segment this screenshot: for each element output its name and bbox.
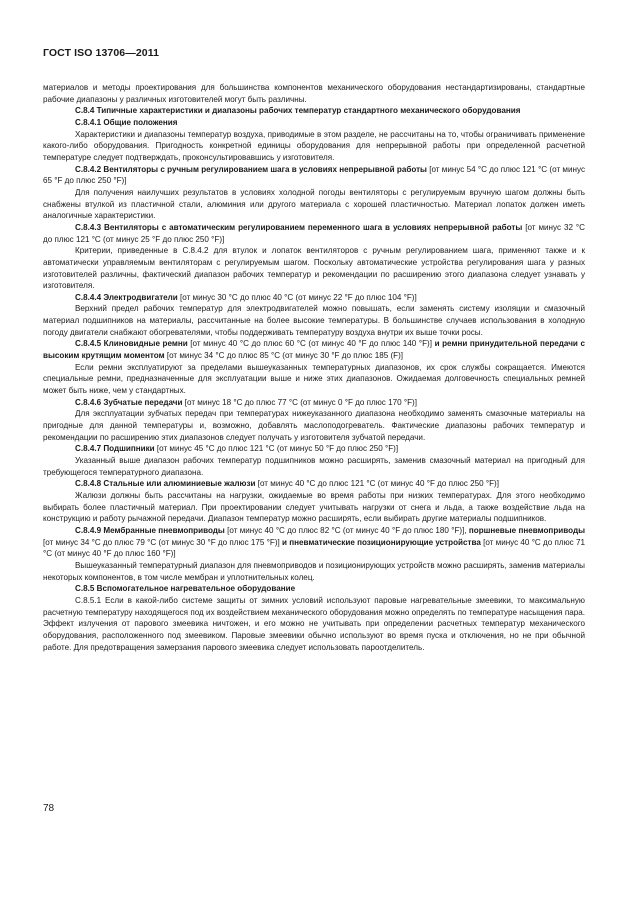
temperature-range: [от минус 40 °С до плюс 71 °С (от минус 40 °F до плюс 160 °F)] <box>43 537 585 559</box>
paragraph: Критерии, приведенные в С.8.4.2 для втулок и лопаток вентиляторов с ручным регулированием шага, применяют также и к автоматически управляемым вентиляторам с регулируемым шагом. Поскольку автоматические устройства регулирования шага у разных изготовителей различны, фактический диапазон рабочих температур и рекомендации по расширению этого диапазона следует узнавать у изготовителя. <box>43 246 585 291</box>
subsection-heading <box>43 222 585 245</box>
subsection-title: С.8.4.9 Мембранные пневмоприводы <box>75 525 225 535</box>
paragraph: Если ремни эксплуатируют за пределами вышеуказанных температурных диапазонов, их срок службы сокращается. Имеются специальные ремни, предназначенные для эксплуатации выше и ниже этих диапазонов. Ожидаемая долговечность специальных ремней может быть ниже, чем у стандартных. <box>43 362 585 396</box>
subsection-title: С.8.4.7 Подшипники <box>75 444 155 454</box>
temperature-range: [от минус 18 °С до плюс 77 °С (от минус 0 °F до плюс 170 °F)] <box>182 397 417 407</box>
paragraph: Характеристики и диапазоны температур воздуха, приводимые в этом разделе, не рассчитаны на то, чтобы ограничивать применение какого-либо оборудования. Пригодность конкретной единицы оборудования для непрерывной работы при определенной расчетной температуре следует подтверждать, проконсультировавшись у изготовителя. <box>43 129 585 162</box>
paragraph: Верхний предел рабочих температур для электродвигателей можно повышать, если заменять систему изоляции и смазочный материал подшипников на материалы, рассчитанные на более высокие температуры. В большинстве случаев использования в холодную погоду двигатели снабжают обогревателями, чтобы поддерживать температуру воздуха внутри их выше точки росы. <box>43 304 585 337</box>
paragraph: С.8.5.1 Если в какой-либо системе защиты от зимних условий используют паровые нагревательные змеевики, то максимальную расчетную температуру находящегося под их воздействием механического оборудования можно определять по температуре насыщения пара. Эффект излучения от парового змеевика ничтожен, и его можно не учитывать при определении расчетных температур механического оборудования, расположенного под змеевиком. Паровые змеевики обычно используют во время пуска и отключения, но не при обычной работе. Для предотвращения замерзания парового змеевика следует использовать пароотделитель. <box>43 595 585 652</box>
subsection-heading <box>43 525 585 560</box>
subsection-heading <box>43 443 585 455</box>
subsection-title: С.8.4.3 Вентиляторы с автоматическим регулированием переменного шага в условиях непрерывной работы <box>75 222 523 232</box>
temperature-range: [от минус 40 °С до плюс 60 °С (от минус 40 °F до плюс 140 °F)] <box>187 339 435 349</box>
subsection-heading <box>43 338 585 361</box>
paragraph: Вышеуказанный температурный диапазон для пневмоприводов и позиционирующих устройств можно расширять, заменив материалы некоторых компонентов, в том числе мембран и уплотнительных колец. <box>43 560 585 582</box>
subsection-heading <box>43 164 585 187</box>
section-heading: С.8.4 Типичные характеристики и диапазоны рабочих температур стандартного механического оборудования <box>75 106 521 116</box>
section-heading: С.8.5 Вспомогательное нагревательное оборудование <box>75 584 296 594</box>
paragraph: Для эксплуатации зубчатых передач при температурах нижеуказанного диапазона необходимо заменять смазочные материалы на пригодные для данной температуры и, возможно, добавлять маслоподогреватель. Фактические диапазоны рабочих температур и рекомендации по расширению этих диапазонов следует получать у изготовителя зубчатой передачи. <box>43 409 585 442</box>
subsection-heading <box>43 397 585 409</box>
temperature-range: [от минус 34 °С до плюс 85 °С (от минус 30 °F до плюс 185 (F)] <box>164 351 404 361</box>
temperature-range: [от минус 40 °С до плюс 121 °С (от минус 40 °F до плюс 250 °F)] <box>255 479 499 489</box>
temperature-range: [от минус 54 °С до плюс 121 °С (от минус 65 °F до плюс 250 °F)] <box>43 164 585 186</box>
temperature-range: [от минус 40 °С до плюс 82 °С (от минус 40 °F до плюс 180 °F)], <box>224 525 469 535</box>
paragraph: материалов и методы проектирования для большинства компонентов механического оборудования нестандартизированы, стандартные рабочие диапазоны у различных изготовителей могут быть различны. <box>43 83 585 104</box>
temperature-range: [от минус 34 °С до плюс 79 °С (от минус 30 °F до плюс 175 °F)] <box>43 537 283 547</box>
document-header: ГОСТ ISO 13706—2011 <box>43 47 160 59</box>
paragraph: Для получения наилучших результатов в условиях холодной погоды вентиляторы с регулируемым вручную шагом должны быть снабжены втулкой из пластичной стали, алюминия или другого материала с хорошей пластичностью. Материал лопаток должен иметь аналогичные характеристики. <box>43 187 585 221</box>
subsection-title: С.8.4.8 Стальные или алюминиевые жалюзи <box>75 479 256 489</box>
paragraph: Указанный выше диапазон рабочих температур подшипников можно расширять, заменив смазочный материал на пригодный для требующегося температурного диапазона. <box>43 456 585 477</box>
paragraph: Жалюзи должны быть рассчитаны на нагрузки, ожидаемые во время работы при низких температурах. Для этого необходимо выбирать более пластичный материал. При проектировании следует учитывать нагрузки от снега и льда, а также воздействие льда на конструкцию и работу рычажной передачи. Диапазон температур можно расширять, если выбирать другие материалы подшипников. <box>43 490 585 524</box>
subsection-title: и ремни принудительной передачи с высоким крутящим моментом <box>43 339 585 361</box>
page-body <box>43 82 585 653</box>
subsection-title: С.8.4.2 Вентиляторы с ручным регулированием шага в условиях непрерывной работы <box>75 164 427 174</box>
subsection-title: и пневматические позиционирующие устройства <box>282 537 481 547</box>
subsection-title: С.8.4.4 Электродвигатели <box>75 292 178 302</box>
subsection-title: поршневые пневмоприводы <box>468 525 585 535</box>
subsection-heading: С.8.4.1 Общие положения <box>75 117 178 127</box>
subsection-heading <box>43 478 585 490</box>
subsection-heading <box>43 292 585 304</box>
subsection-title: С.8.4.6 Зубчатые передачи <box>75 397 183 407</box>
temperature-range: [от минус 32 °С до плюс 121 °С (от минус 25 °F до плюс 250 °F)] <box>43 222 585 244</box>
page-number: 78 <box>43 803 55 814</box>
temperature-range: [от минус 30 °С до плюс 40 °С (от минус 22 °F до плюс 104 °F)] <box>177 292 417 302</box>
temperature-range: [от минус 45 °С до плюс 121 °С (от минус 50 °F до плюс 250 °F)] <box>154 444 399 454</box>
subsection-title: С.8.4.5 Клиновидные ремни <box>75 339 188 349</box>
